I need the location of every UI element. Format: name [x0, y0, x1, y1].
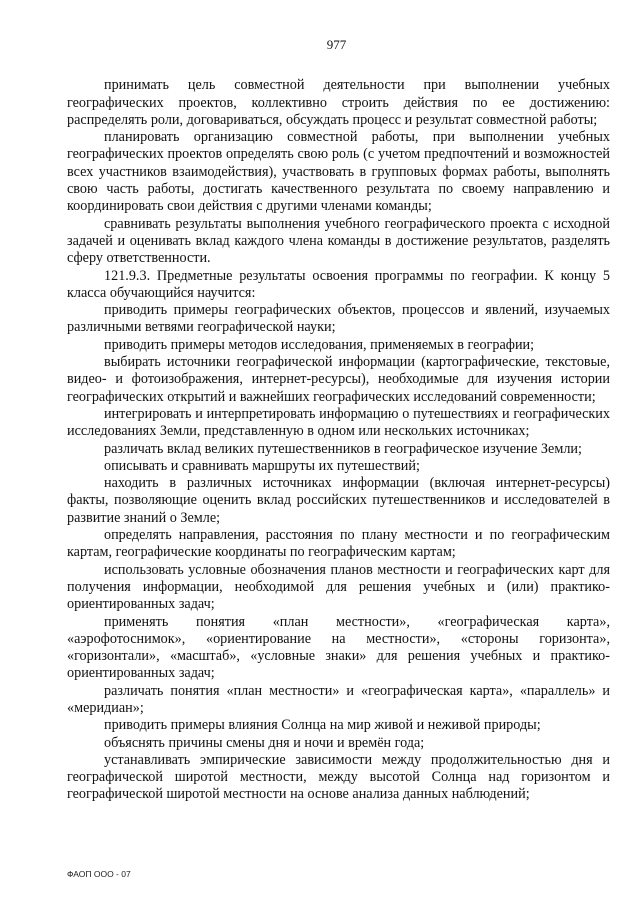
paragraph: приводить примеры географических объектов, процессов и явлений, изучаемых различными ветвями географической науки; — [67, 302, 610, 336]
paragraph: определять направления, расстояния по плану местности и по географическим картам, географические координаты по географическим картам; — [67, 527, 610, 561]
paragraph: использовать условные обозначения планов местности и географических карт для получения информации, необходимой для решения учебных и (или) практико-ориентированных задач; — [67, 561, 610, 613]
section-heading-paragraph: 121.9.3. Предметные результаты освоения программы по географии. К концу 5 класса обучающийся научится: — [67, 267, 610, 301]
paragraph: приводить примеры методов исследования, применяемых в географии; — [104, 336, 535, 353]
paragraph: применять понятия «план местности», «географическая карта», «аэрофотоснимок», «ориентирование на местности», «стороны горизонта», «горизонтали», «масштаб», «условные знаки» для решения учебных и практико-ориентированных задач; — [67, 613, 610, 682]
paragraph: различать понятия «план местности» и «географическая карта», «параллель» и «меридиан»; — [67, 682, 610, 716]
paragraph: принимать цель совместной деятельности при выполнении учебных географических проектов, коллективно строить действия по ее достижению: распределять роли, договариваться, обсуждать процесс и результат совместной работы; — [67, 77, 610, 128]
footer-document-code: ФАОП ООО - 07 — [67, 869, 131, 879]
paragraph: интегрировать и интерпретировать информацию о путешествиях и географических исследованиях Земли, представленную в одном или нескольких источниках; — [67, 405, 610, 440]
paragraph: выбирать источники географической информации (картографические, текстовые, видео- и фотоизображения, интернет-ресурсы), необходимые для изучения истории географических открытий и важнейших географических исследований современности; — [67, 354, 610, 405]
paragraph: приводить примеры влияния Солнца на мир живой и неживой природы; — [104, 717, 541, 734]
paragraph: находить в различных источниках информации (включая интернет-ресурсы) факты, позволяющие оценить вклад российских путешественников и исследователей в развитие знаний о Земле; — [67, 475, 610, 526]
paragraph: описывать и сравнивать маршруты их путешествий; — [104, 457, 420, 474]
paragraph: планировать организацию совместной работы, при выполнении учебных географических проектов определять свою роль (с учетом предпочтений и возможностей всех участников взаимодействия), участвовать в групповых формах работы, выполнять свою часть работы, достигать качественного результата по своему направлению и координировать свои действия с другими членами команды; — [67, 129, 610, 215]
paragraph: устанавливать эмпирические зависимости между продолжительностью дня и географической широтой местности, между высотой Солнца над горизонтом и географической широтой местности на основе анализа данных наблюдений; — [67, 751, 610, 803]
paragraph: объяснять причины смены дня и ночи и времён года; — [104, 734, 425, 751]
paragraph: сравнивать результаты выполнения учебного географического проекта с исходной задачей и оценивать вклад каждого члена команды в достижение результатов, разделять сферу ответственности. — [67, 215, 610, 267]
paragraph: различать вклад великих путешественников в географическое изучение Земли; — [104, 440, 582, 457]
page-number: 977 — [326, 37, 347, 52]
